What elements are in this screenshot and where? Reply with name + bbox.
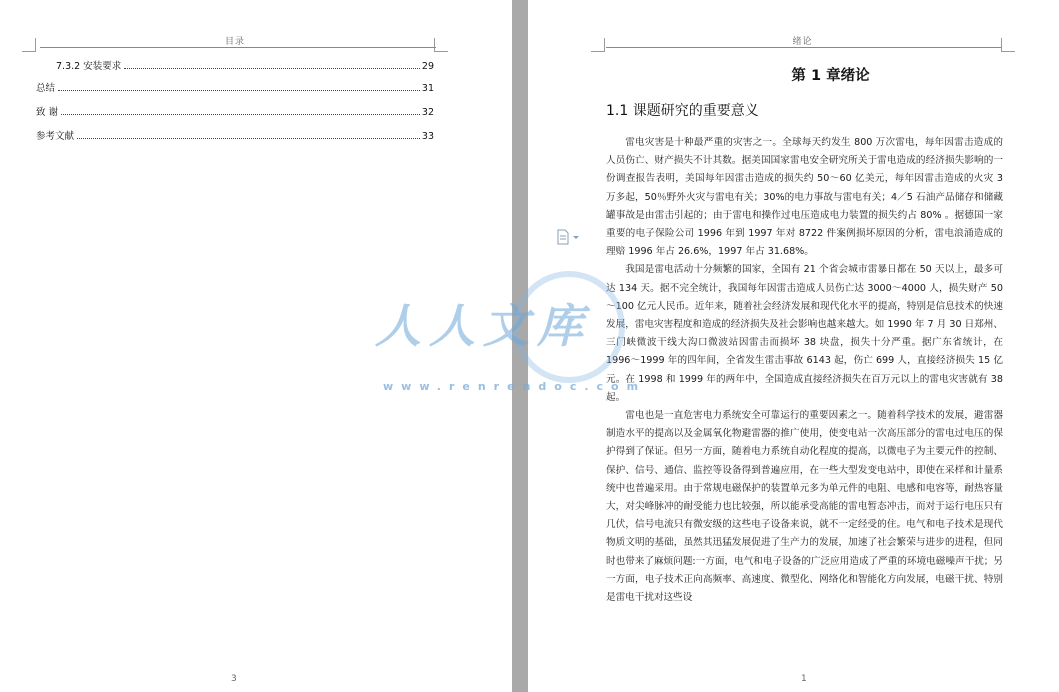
section-title: 1.1 课题研究的重要意义	[606, 103, 759, 119]
toc-entry[interactable]	[36, 58, 434, 72]
toc-entry[interactable]	[36, 104, 434, 118]
header-rule	[606, 47, 1001, 48]
watermark-text: 人人文库	[375, 299, 591, 353]
crop-mark	[591, 51, 605, 52]
toc-leader	[58, 90, 420, 91]
crop-mark	[1001, 38, 1002, 52]
toc-label: 总结	[36, 83, 56, 94]
page-header: 目录	[224, 37, 245, 47]
page-header: 绪论	[792, 37, 813, 47]
toc-leader	[61, 114, 420, 115]
paragraph: 雷电也是一直危害电力系统安全可靠运行的重要因素之一。随着科学技术的发展，避雷器制造水平的提高以及金属氧化物避雷器的推广使用，使变电站一次高压部分的雷电过电压的保护得到了保证。但另一方面，随着电力系统自动化程度的提高，以微电子为主要元件的控制、保护、信号、通信、监控等设备得到普遍应用，在一些大型发变电站中，即使在采样和计量系统中也普遍采用。由于常规电磁保护的装置单元多为单元件的电阻、电感和电容等，耐热容量大，对尖峰脉冲的耐受能力也比较强，所以能承受高能的雷电暂态冲击，而对于运行电压只有几伏，信号电流只有微安级的这些电子设备来说，就不一定经受的住。电气和电子技术是现代物质文明的基础，虽然其迅猛发展促进了生产力的发展，加速了社会繁荣与进步的进程，但同时也带来了麻烦问题:一方面，电气和电子设备的广泛应用造成了严重的环境电磁噪声干扰；另一方面，电子技术正向高频率、高速度、微型化、网络化和智能化方向发展，电磁干扰、特别是雷电干扰对这些设	[606, 410, 1003, 604]
paragraph: 我国是雷电活动十分频繁的国家，全国有 21 个省会城市雷暴日都在 50 天以上，最多可达 134 天。据不完全统计，我国每年因雷击造成人员伤亡达 3000～4000 人，损失财产 50～100 亿元人民币。近年来，随着社会经济发展和现代化水平的提高，特别是信息技术的快速发展，雷电灾害程度和造成的经济损失及社会影响也越来越大。如 1990 年 7 月 30 日郑州、三门峡微波干线大沟口微波站因雷击而损坏 38 块盘，损失十分严重。据广东省统计，在 1996～1999 年的四年间，全省发生雷击事故 6143 起，伤亡 699 人，直接经济损失 15 亿元。在 1998 和 1999 年的两年中，全国造成直接经济损失在百万元以上的雷电灾害就有 38 起。	[606, 264, 1003, 403]
toc-entry[interactable]	[36, 128, 434, 142]
body-text	[606, 134, 1003, 607]
crop-mark	[434, 51, 448, 52]
toc-label: 致 谢	[36, 107, 59, 118]
page-number: 1	[801, 674, 807, 684]
toc-entry[interactable]	[36, 80, 434, 94]
left-page	[0, 0, 512, 692]
document-options-icon[interactable]	[555, 228, 585, 246]
chapter-title: 第 1 章绪论	[791, 68, 870, 84]
toc-page-number: 32	[421, 107, 434, 118]
paragraph: 雷电灾害是十种最严重的灾害之一。全球每天约发生 800 万次雷电，每年因雷击造成的人员伤亡、财产损失不计其数。据美国国家雷电安全研究所关于雷电造成的经济损失影响的一份调查报告表明，美国每年因雷击造成的损失约 50～60 亿美元，每年因雷击造成的火灾 3 万多起，50％野外火灾与雷电有关；30%的电力事故与雷电有关；4／5 石油产品储存和储藏罐事故是由雷击引起的；由于雷电和操作过电压造成电力装置的损失约占 80% 。据德国一家重要的电子保险公司 1996 年到 1997 年对 8722 件案例损坏原因的分析，雷电浪涌造成的理赔 1996 年占 26.6%，1997 年占 31.68%。	[606, 137, 1003, 258]
toc-label: 7.3.2 安装要求	[56, 61, 122, 72]
toc-page-number: 31	[421, 83, 434, 94]
crop-mark	[434, 38, 435, 52]
watermark-url: www.renrendoc.com	[383, 380, 647, 393]
crop-mark	[22, 51, 36, 52]
toc-label: 参考文献	[36, 131, 75, 142]
toc-leader	[124, 68, 420, 69]
toc-page-number: 33	[421, 131, 434, 142]
right-page	[528, 0, 1059, 692]
toc-page-number: 29	[421, 61, 434, 72]
header-rule	[40, 47, 436, 48]
toc-leader	[77, 138, 420, 139]
crop-mark	[1001, 51, 1015, 52]
page-number: 3	[231, 674, 237, 684]
